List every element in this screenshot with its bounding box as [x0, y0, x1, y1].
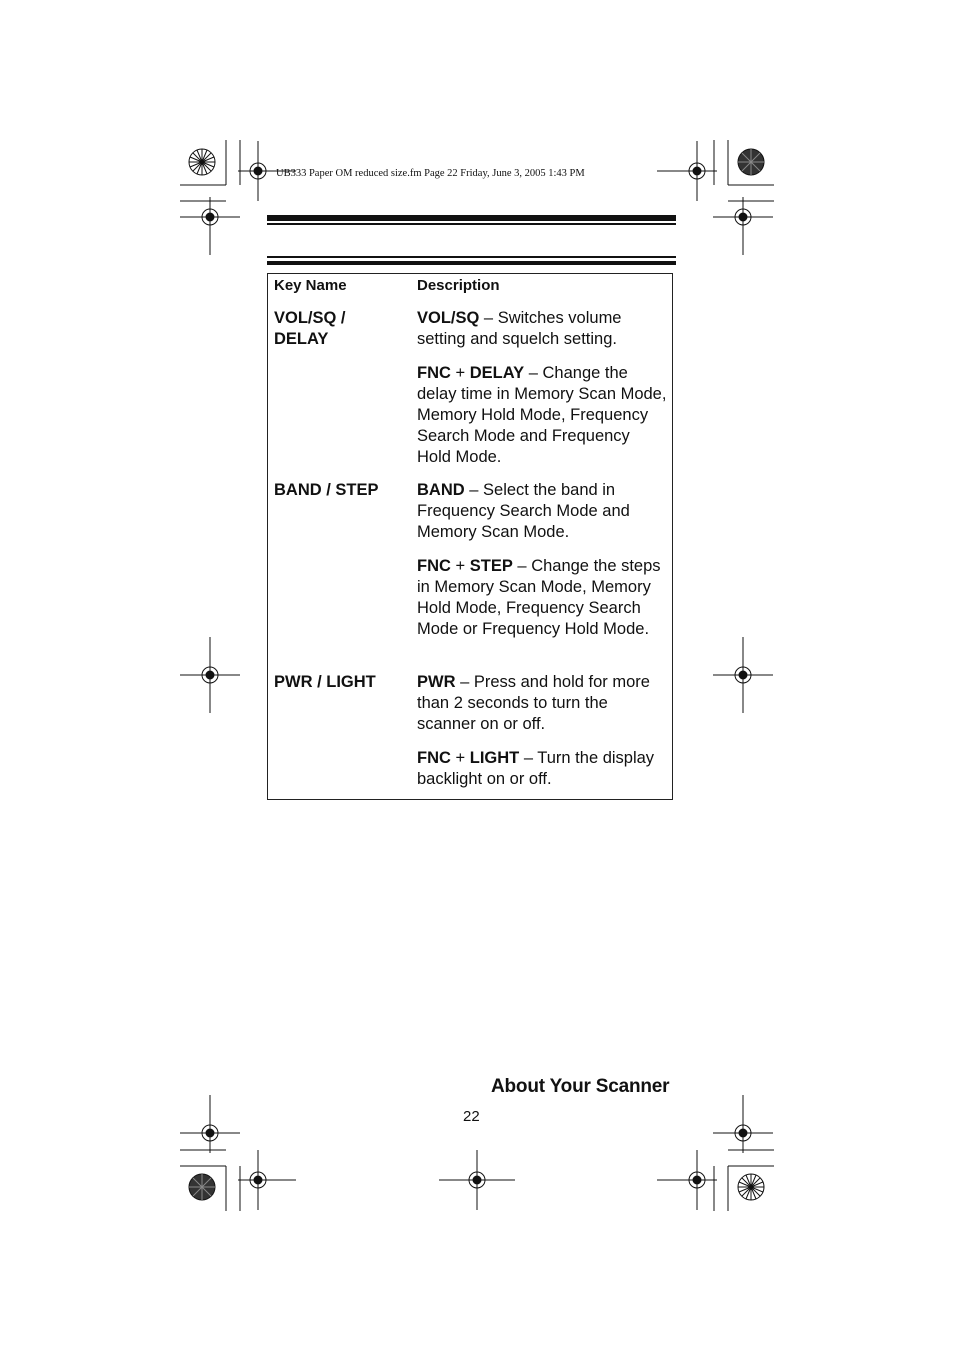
description-fnc-step: FNC + STEP – Change the steps in Memory Scan Mode, Memory Hold Mode, Frequency Search Mode or Frequency Hold Mode. — [417, 557, 661, 638]
header-rule-thin-lower — [267, 256, 676, 258]
description-pwr: PWR – Press and hold for more than 2 seconds to turn the scanner on or off. — [417, 673, 650, 733]
description-vol-sq: VOL/SQ – Switches volume setting and squelch setting. — [417, 309, 622, 348]
key-name-vol-sq-delay: VOL/SQ / DELAY — [274, 309, 346, 348]
column-header-key-name: Key Name — [274, 277, 347, 294]
header-rule-thick — [267, 215, 676, 221]
header-rule-thick-lower — [267, 261, 676, 265]
key-name-band-step: BAND / STEP — [274, 481, 379, 499]
description-fnc-light: FNC + LIGHT – Turn the display backlight on or off. — [417, 749, 655, 788]
description-band: BAND – Select the band in Frequency Search Mode and Memory Scan Mode. — [417, 481, 630, 541]
header-file-info: UB333 Paper OM reduced size.fm Page 22 Friday, June 3, 2005 1:43 PM — [276, 168, 585, 179]
description-fnc-delay: FNC + DELAY – Change the delay time in Memory Scan Mode, Memory Hold Mode, Frequency Search Mode and Frequency Hold Mode. — [417, 364, 667, 466]
column-header-description: Description — [417, 277, 500, 294]
section-title: About Your Scanner — [491, 1076, 670, 1097]
key-name-pwr-light: PWR / LIGHT — [274, 673, 376, 691]
header-rule-thin — [267, 223, 676, 225]
page-number: 22 — [463, 1108, 480, 1125]
